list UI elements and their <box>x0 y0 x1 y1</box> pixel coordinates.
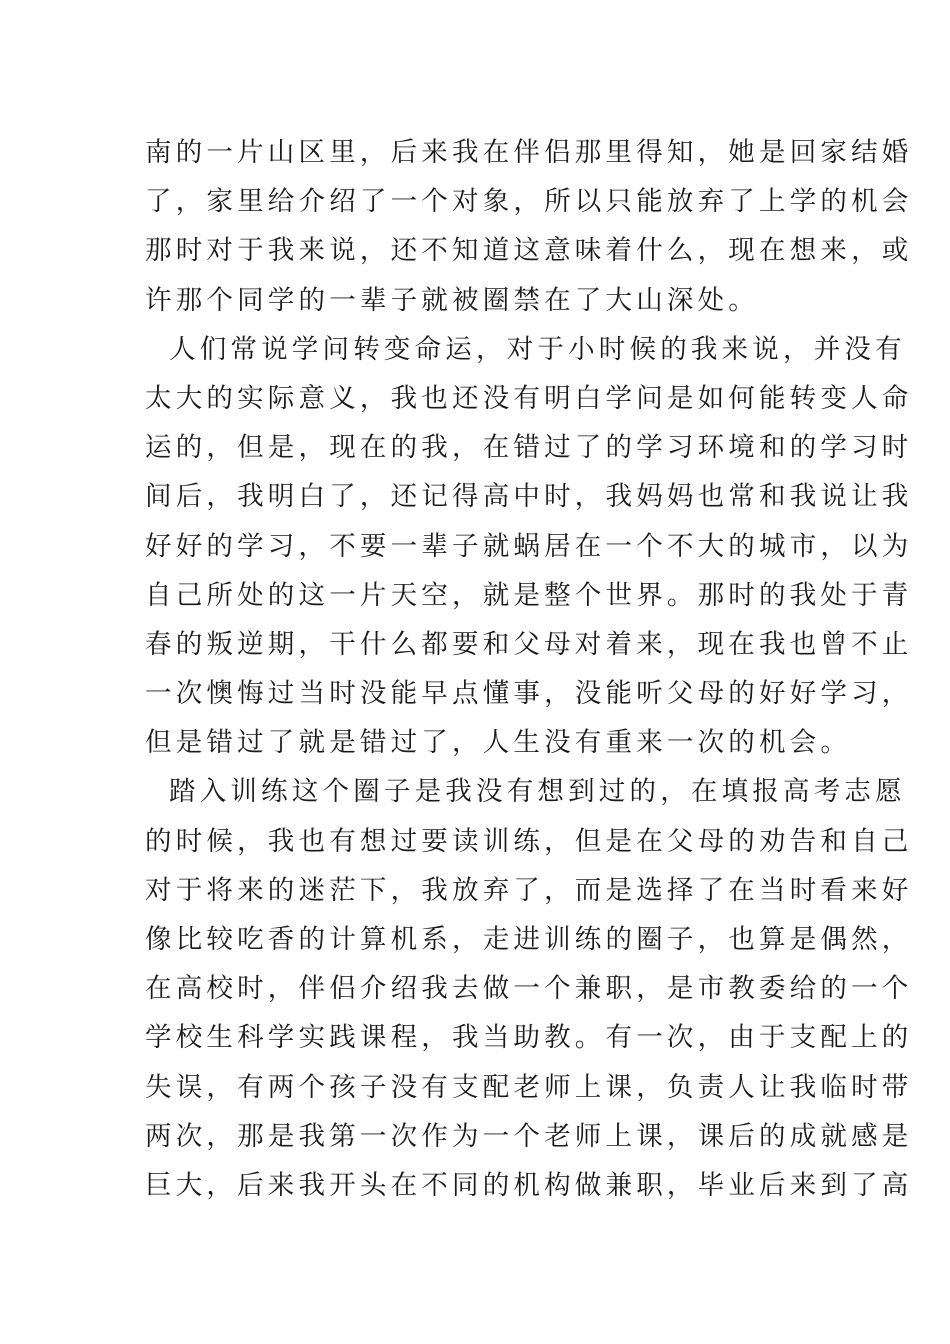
text-line: 一次懊悔过当时没能早点懂事，没能听父母的好好学习， <box>145 678 913 710</box>
text-line: 好好的学习，不要一辈子就蜗居在一个不大的城市，以为 <box>145 530 913 562</box>
text-line: 像比较吃香的计算机系，走进训练的圈子，也算是偶然， <box>145 924 913 955</box>
text-line: 的时候，我也有想过要读训练，但是在父母的劝告和自己 <box>145 825 913 857</box>
text-line: 巨大，后来我开头在不同的机构做兼职，毕业后来到了高 <box>145 1169 913 1201</box>
paragraph-first-line: 踏入训练这个圈子是我没有想到过的，在填报高考志愿 <box>169 776 906 808</box>
paragraph-first-line: 人们常说学问转变命运，对于小时候的我来说，并没有 <box>169 333 906 365</box>
text-line: 自己所处的这一片天空，就是整个世界。那时的我处于青 <box>145 579 913 611</box>
text-line: 那时对于我来说，还不知道这意味着什么，现在想来，或 <box>145 235 913 267</box>
text-line: 许那个同学的一辈子就被圈禁在了大山深处。 <box>145 284 759 316</box>
text-line: 对于将来的迷茫下，我放弃了，而是选择了在当时看来好 <box>145 874 913 906</box>
text-line: 失误，有两个孩子没有支配老师上课，负责人让我临时带 <box>145 1071 913 1103</box>
text-line: 学校生科学实践课程，我当助教。有一次，由于支配上的 <box>145 1022 913 1054</box>
body-text <box>145 128 913 1210</box>
text-line: 运的，但是，现在的我，在错过了的学习环境和的学习时 <box>145 432 913 464</box>
text-line: 在高校时，伴侣介绍我去做一个兼职，是市教委给的一个 <box>145 973 913 1005</box>
text-line: 春的叛逆期，干什么都要和父母对着来，现在我也曾不止 <box>145 628 913 660</box>
text-line: 太大的实际意义，我也还没有明白学问是如何能转变人命 <box>145 382 913 414</box>
text-line: 但是错过了就是错过了，人生没有重来一次的机会。 <box>145 727 852 759</box>
text-line: 两次，那是我第一次作为一个老师上课，课后的成就感是 <box>145 1120 913 1152</box>
text-line: 间后，我明白了，还记得高中时，我妈妈也常和我说让我 <box>145 481 913 513</box>
text-line: 南的一片山区里，后来我在伴侣那里得知，她是回家结婚 <box>145 137 913 168</box>
text-line: 了，家里给介绍了一个对象，所以只能放弃了上学的机会 <box>145 186 913 218</box>
